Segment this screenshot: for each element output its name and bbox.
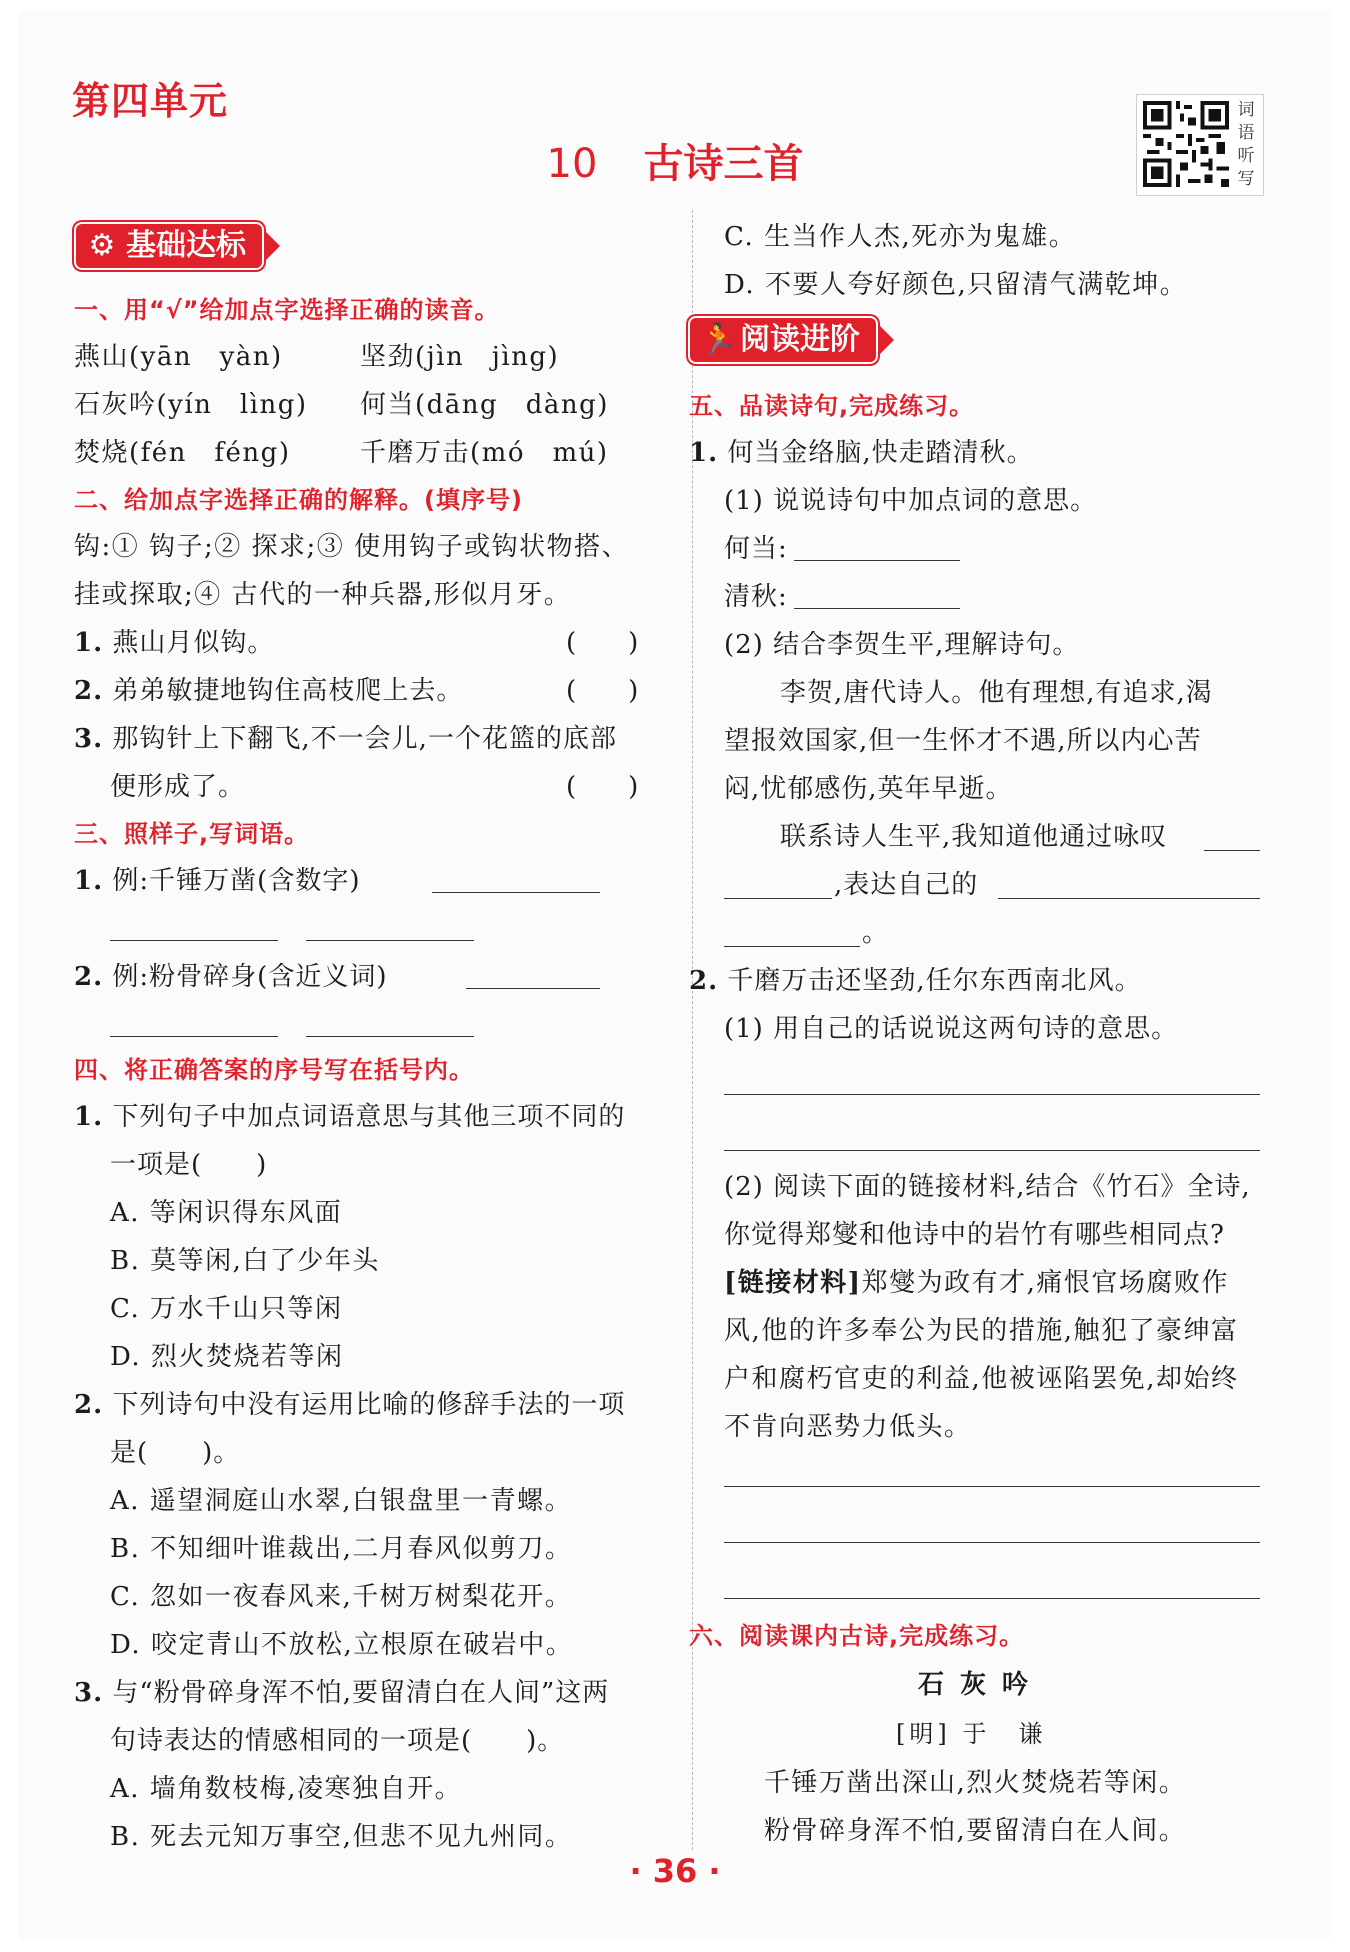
question-4-3-cont: 句诗表达的情感相同的一项是( )。 (110, 1726, 565, 1756)
option-c[interactable]: C. 生当作人杰,死亦为鬼雄。 (724, 222, 1077, 252)
question-5-1: 1. 何当金络脑,快走踏清秋。 (689, 438, 1034, 468)
answer-blank[interactable] (794, 560, 960, 561)
answer-line[interactable] (724, 1094, 1260, 1095)
section-badge-reading: 🏃 阅读进阶 (690, 318, 876, 362)
pinyin-item[interactable]: 千磨万击(mó mú) (360, 438, 609, 468)
qr-code-box[interactable] (1136, 94, 1264, 196)
pinyin-item[interactable]: 坚劲(jìn jìng) (360, 342, 560, 372)
question-5-1-1: (1) 说说诗句中加点词的意思。 (724, 486, 1098, 516)
question-4-1: 1. 下列句子中加点词语意思与其他三项不同的 (74, 1102, 626, 1132)
fill-text: ,表达自己的 (834, 870, 979, 900)
option-b[interactable]: B. 不知细叶谁裁出,二月春风似剪刀。 (110, 1534, 573, 1564)
question-3-1: 1. 例:千锤万凿(含数字) (74, 866, 361, 896)
answer-blank[interactable] (466, 988, 600, 989)
gear-icon: ⚙ (88, 228, 116, 263)
option-c[interactable]: C. 万水千山只等闲 (110, 1294, 343, 1324)
option-d[interactable]: D. 烈火焚烧若等闲 (110, 1342, 344, 1372)
link-material: [链接材料]郑燮为政有才,痛恨官场腐败作 (724, 1268, 1229, 1298)
option-a[interactable]: A. 墙角数枝梅,凌寒独自开。 (110, 1774, 463, 1804)
answer-blank[interactable] (306, 1036, 474, 1037)
question-5-1-2: (2) 结合李贺生平,理解诗句。 (724, 630, 1080, 660)
fill-text: 。 (862, 918, 890, 948)
definition-line: 挂或探取;④ 古代的一种兵器,形似月牙。 (74, 580, 572, 610)
answer-blank[interactable] (998, 898, 1260, 899)
question-4-2: 2. 下列诗句中没有运用比喻的修辞手法的一项 (74, 1390, 626, 1420)
pinyin-item[interactable]: 石灰吟(yín lìng) (74, 390, 308, 420)
section-badge-basic: ⚙ 基础达标 (76, 224, 262, 268)
section-heading-2: 二、给加点字选择正确的解释。(填序号) (74, 486, 523, 514)
question-4-2-cont: 是( )。 (110, 1438, 241, 1468)
answer-paren[interactable]: ( ) (566, 628, 639, 658)
question-4-1-cont: 一项是( ) (110, 1150, 268, 1180)
question-2-1: 1. 燕山月似钩。 (74, 628, 275, 658)
answer-line[interactable] (724, 1542, 1260, 1543)
section-heading-4: 四、将正确答案的序号写在括号内。 (74, 1056, 474, 1084)
link-material: 不肯向恶势力低头。 (724, 1412, 972, 1442)
badge-arrow-icon (266, 232, 280, 260)
badge-arrow-icon (880, 326, 894, 354)
answer-line[interactable] (724, 1598, 1260, 1599)
link-material: 风,他的许多奉公为民的措施,触犯了豪绅富 (724, 1316, 1239, 1346)
answer-blank[interactable] (724, 898, 832, 899)
poem-author: [明] 于 谦 (896, 1720, 1047, 1748)
option-a[interactable]: A. 等闲识得东风面 (110, 1198, 343, 1228)
poem-title: 石灰吟 (918, 1670, 1045, 1700)
term-qingqiu: 清秋: (724, 582, 788, 612)
question-5-2: 2. 千磨万击还坚劲,任尔东西南北风。 (689, 966, 1142, 996)
page-number: · 36 · (629, 1852, 721, 1890)
question-5-2-2-cont: 你觉得郑燮和他诗中的岩竹有哪些相同点? (724, 1220, 1225, 1250)
answer-blank[interactable] (110, 940, 278, 941)
option-a[interactable]: A. 遥望洞庭山水翠,白银盘里一青螺。 (110, 1486, 573, 1516)
link-material: 户和腐朽官吏的利益,他被诬陷罢免,却始终 (724, 1364, 1239, 1394)
qr-caption: 词 语 听 写 (1237, 100, 1255, 189)
running-person-icon: 🏃 (700, 322, 738, 357)
option-d[interactable]: D. 咬定青山不放松,立根原在破岩中。 (110, 1630, 574, 1660)
pinyin-item[interactable]: 焚烧(fén féng) (74, 438, 291, 468)
question-2-2: 2. 弟弟敏捷地钩住高枝爬上去。 (74, 676, 464, 706)
option-c[interactable]: C. 忽如一夜春风来,千树万树梨花开。 (110, 1582, 573, 1612)
section-heading-6: 六、阅读课内古诗,完成练习。 (689, 1622, 1025, 1650)
question-2-3-cont: 便形成了。 (110, 772, 246, 802)
unit-title: 第四单元 (72, 79, 229, 123)
section-heading-3: 三、照样子,写词语。 (74, 820, 310, 848)
answer-blank[interactable] (110, 1036, 278, 1037)
term-hedang: 何当: (724, 534, 788, 564)
question-2-3: 3. 那钩针上下翻飞,不一会儿,一个花篮的底部 (74, 724, 617, 754)
lesson-number: 10 (546, 141, 598, 187)
answer-paren[interactable]: ( ) (566, 772, 639, 802)
bio-text: 闷,忧郁感伤,英年早逝。 (724, 774, 1013, 804)
option-b[interactable]: B. 莫等闲,白了少年头 (110, 1246, 380, 1276)
lesson-name: 古诗三首 (643, 141, 804, 187)
answer-paren[interactable]: ( ) (566, 676, 639, 706)
question-4-3: 3. 与“粉骨碎身浑不怕,要留清白在人间”这两 (74, 1678, 610, 1708)
fill-text: 联系诗人生平,我知道他通过咏叹 (780, 822, 1168, 852)
section-heading-1: 一、用“√”给加点字选择正确的读音。 (74, 296, 500, 324)
answer-blank[interactable] (794, 608, 960, 609)
option-d[interactable]: D. 不要人夸好颜色,只留清气满乾坤。 (724, 270, 1188, 300)
answer-blank[interactable] (724, 946, 860, 947)
bio-text: 李贺,唐代诗人。他有理想,有追求,渴 (780, 678, 1213, 708)
option-b[interactable]: B. 死去元知万事空,但悲不见九州同。 (110, 1822, 573, 1852)
definition-line: 钩:① 钩子;② 探求;③ 使用钩子或钩状物搭、 (74, 532, 630, 562)
pinyin-item[interactable]: 何当(dāng dàng) (360, 390, 609, 420)
answer-line[interactable] (724, 1486, 1260, 1487)
answer-line[interactable] (724, 1150, 1260, 1151)
section-heading-5: 五、品读诗句,完成练习。 (689, 392, 975, 420)
question-5-2-2: (2) 阅读下面的链接材料,结合《竹石》全诗, (724, 1172, 1251, 1202)
bio-text: 望报效国家,但一生怀才不遇,所以内心苦 (724, 726, 1202, 756)
answer-blank[interactable] (306, 940, 474, 941)
pinyin-item[interactable]: 燕山(yān yàn) (74, 342, 283, 372)
answer-blank[interactable] (432, 892, 600, 893)
poem-line: 粉骨碎身浑不怕,要留清白在人间。 (764, 1816, 1187, 1846)
question-3-2: 2. 例:粉骨碎身(含近义词) (74, 962, 388, 992)
qr-code-icon (1143, 101, 1229, 187)
poem-line: 千锤万凿出深山,烈火焚烧若等闲。 (764, 1768, 1187, 1798)
answer-blank[interactable] (1204, 850, 1260, 851)
question-5-2-1: (1) 用自己的话说说这两句诗的意思。 (724, 1014, 1179, 1044)
